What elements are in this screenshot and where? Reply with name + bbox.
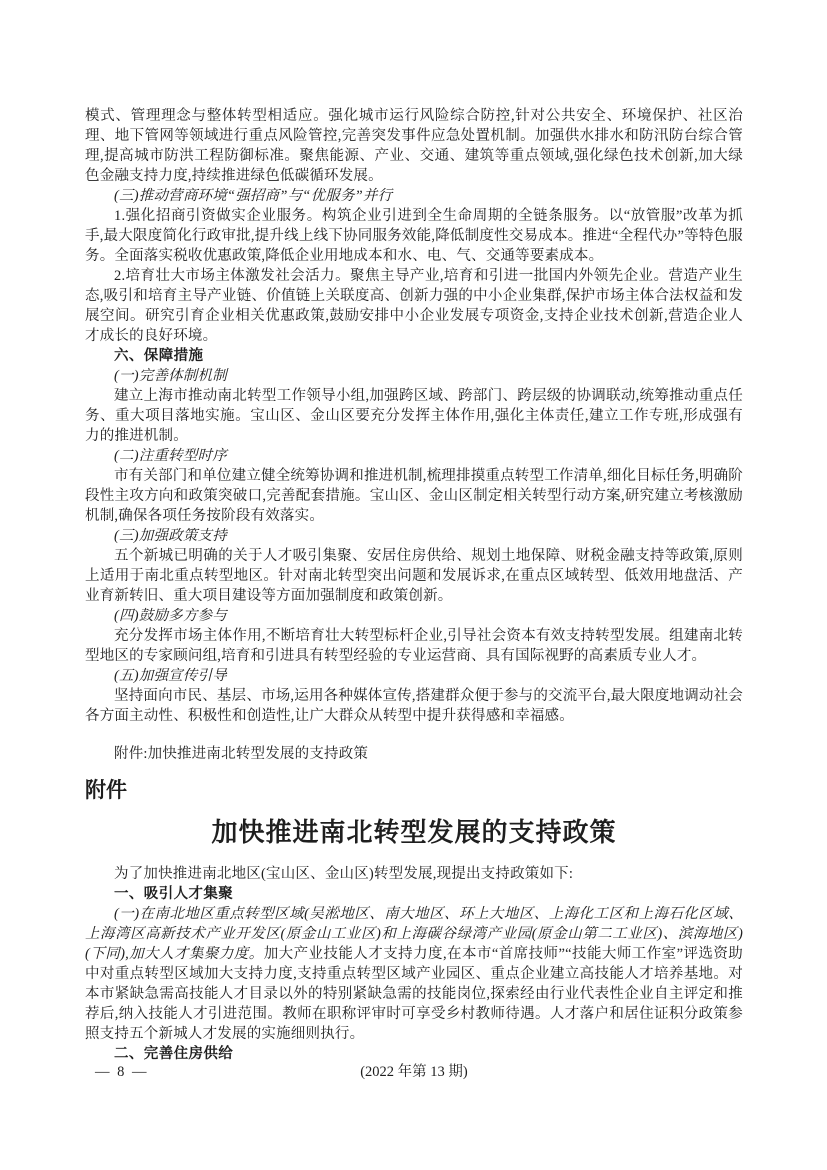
- subsection-heading-1-institutional: (一)完善体制机制: [114, 368, 227, 384]
- subsection-heading-4-participation: (四)鼓励多方参与: [114, 608, 227, 624]
- subsection-heading-5-publicity: (五)加强宣传引导: [114, 668, 227, 684]
- annex-title: 加快推进南北转型发展的支持政策: [211, 818, 617, 847]
- document-content: [85, 106, 743, 1064]
- paragraph: 五个新城已明确的关于人才吸引集聚、安居住房供给、规划土地保障、财税金融支持等政策,原则上适用于南北重点转型地区。针对南北转型突出问题和发展诉求,在重点区域转型、低效用地盘活、产业育新转旧、重大项目建设等方面加强制度和政策创新。: [85, 548, 743, 604]
- subsection-heading-3-business-environment: (三)推动营商环境“强招商”与“优服务”并行: [114, 188, 393, 204]
- paragraph: 坚持面向市民、基层、市场,运用各种媒体宣传,搭建群众便于参与的交流平台,最大限度地调动社会各方面主动性、积极性和创造性,让广大群众从转型中提升获得感和幸福感。: [85, 688, 743, 724]
- paragraph-item-1: 1.强化招商引资做实企业服务。构筑企业引进到全生命周期的全链条服务。以“放管服”改革为抓手,最大限度简化行政审批,提升线上线下协同服务效能,降低制度性交易成本。推进“全程代办”等特色服务。全面落实税收优惠政策,降低企业用地成本和水、电、气、交通等要素成本。: [85, 208, 743, 264]
- paragraph-item-2: 2.培育壮大市场主体激发社会活力。聚焦主导产业,培育和引进一批国内外领先企业。营造产业生态,吸引和培育主导产业链、价值链上关联度高、创新力强的中小企业集群,保护市场主体合法权益和发展空间。研究引育企业相关优惠政策,鼓励安排中小企业发展专项资金,支持企业技术创新,营造企业人才成长的良好环境。: [85, 268, 743, 344]
- annex-intro-paragraph: 为了加快推进南北地区(宝山区、金山区)转型发展,现提出支持政策如下:: [114, 866, 574, 882]
- page-number: — 8 —: [95, 1064, 149, 1080]
- paragraph: 充分发挥市场主体作用,不断培育壮大转型标杆企业,引导社会资本有效支持转型发展。组建南北转型地区的专家顾问组,培育和引进具有转型经验的专业运营商、具有国际视野的高素质专业人才。: [85, 628, 743, 664]
- annex-label: 附件: [85, 779, 127, 802]
- paragraph-continued: 模式、管理理念与整体转型相适应。强化城市运行风险综合防控,针对公共安全、环境保护、社区治理、地下管网等领域进行重点风险管控,完善突发事件应急处置机制。加强供水排水和防汛防台综合管理,提高城市防洪工程防御标准。聚焦能源、产业、交通、建筑等重点领域,强化绿色技术创新,加大绿色金融支持力度,持续推进绿色低碳循环发展。: [85, 108, 743, 184]
- issue-number: (2022 年第 13 期): [360, 1064, 468, 1080]
- annex-paragraph-mixed: [85, 904, 743, 1044]
- annex-paragraph-body-part: 加大产业技能人才支持力度,在本市“首席技师”“技能大师工作室”评选资助中对重点转型区域加大支持力度,支持重点转型区域产业园区、重点企业建立高技能人才培养基地。对本市紧缺急需高技能人才目录以外的特别紧缺急需的技能岗位,探索经由行业代表性企业自主评定和推荐后,纳入技能人才引进范围。教师在职称评审时可享受乡村教师待遇。人才落户和居住证积分政策参照支持五个新城人才发展的实施细则执行。: [85, 946, 743, 1042]
- annex-paragraph-kaiti-part: (一)在南北地区重点转型区域(吴淞地区、南大地区、环上大地区、上海化工区和上海石化区域、上海湾区高新技术产业开发区(原金山工业区)和上海碳谷绿湾产业园(原金山第二工业区)、滨海地区)(下同),加大人才集聚力度。: [85, 906, 743, 962]
- subsection-heading-2-sequencing: (二)注重转型时序: [114, 448, 227, 464]
- annex-section-heading-1-talent: 一、吸引人才集聚: [114, 886, 234, 902]
- subsection-heading-3-policy-support: (三)加强政策支持: [114, 528, 227, 544]
- attachment-reference: 附件:加快推进南北转型发展的支持政策: [114, 746, 369, 762]
- annex-section-heading-2-housing: 二、完善住房供给: [114, 1046, 234, 1062]
- paragraph: 建立上海市推动南北转型工作领导小组,加强跨区域、跨部门、跨层级的协调联动,统筹推动重点任务、重大项目落地实施。宝山区、金山区要充分发挥主体作用,强化主体责任,建立工作专班,形成强有力的推进机制。: [85, 388, 743, 444]
- section-heading-6-safeguards: 六、保障措施: [114, 348, 204, 364]
- paragraph: 市有关部门和单位建立健全统筹协调和推进机制,梳理排摸重点转型工作清单,细化目标任务,明确阶段性主攻方向和政策突破口,完善配套措施。宝山区、金山区制定相关转型行动方案,研究建立考核激励机制,确保各项任务按阶段有效落实。: [85, 468, 743, 524]
